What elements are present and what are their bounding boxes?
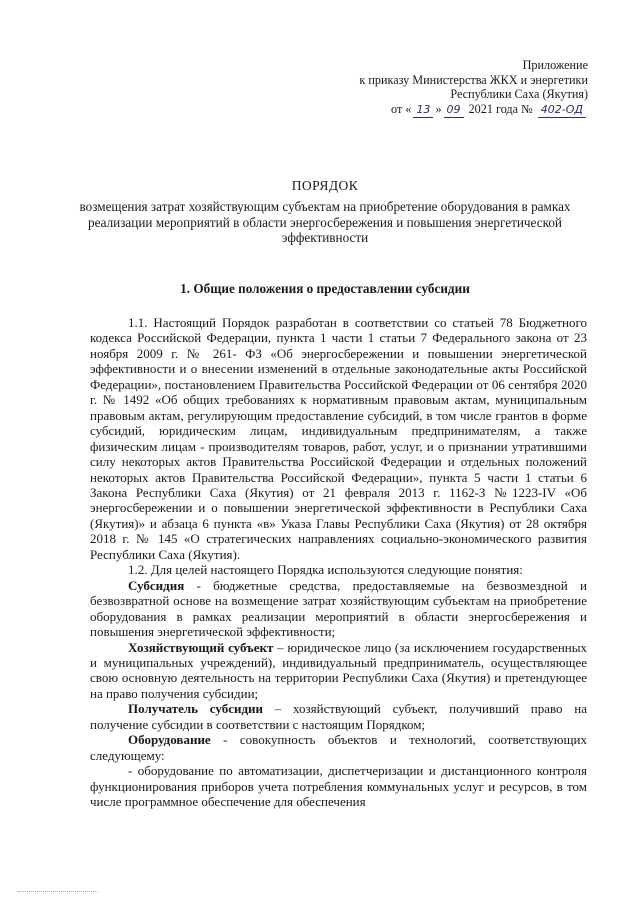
equipment-list-item: - оборудование по автоматизации, диспетчеризации и дистанционного контроля функционирования приборов учета потребления коммунальных услуг и ресурсов, в том числе программное обеспечение для обеспечения [90, 763, 587, 810]
handwritten-day: 13 [413, 103, 433, 119]
bottom-scan-mark [18, 891, 98, 892]
definition-recipient-text: – хозяйствующий субъект, получивший право на получение субсидии в соответствии с настоящим Порядком; [90, 701, 588, 732]
handwritten-order-number: 402-ОД [538, 103, 586, 119]
term-recipient: Получатель субсидии [128, 701, 264, 717]
approval-date-line [359, 102, 588, 119]
definition-recipient [90, 701, 587, 732]
definition-subsidy-text: - бюджетные средства, предоставляемые на безвозмездной и безвозвратной основе на возмещение затрат хозяйствующим субъектам на приобретение оборудования в рамках реализации мероприятий в области энергосбережения и повышения энергетической эффективности; [90, 577, 587, 640]
definition-equipment-text: - совокупность объектов и технологий, соответствующих следующему: [90, 732, 587, 763]
title-block [60, 178, 590, 246]
approval-stamp [359, 58, 588, 118]
date-separator: » [435, 101, 442, 116]
definition-subsidy [90, 578, 587, 640]
handwritten-month: 09 [444, 103, 464, 119]
definition-economic-entity-text: – юридическое лицо (за исключением государственных и муниципальных учреждений), индивидуальный предприниматель, осуществляющее свою основную деятельность на территории Республики Саха (Якутия) и претендующее на право получения субсидии; [90, 639, 588, 701]
paragraph-1-1: 1.1. Настоящий Порядок разработан в соответствии со статьей 78 Бюджетного кодекса Российской Федерации, пункта 1 части 1 статьи 7 Федерального закона от 23 ноября 2009 г. № 261- ФЗ «Об энергосбережении и повышении энергетической эффективности и о внесении изменений в отдельные законодательные акты Российской Федерации», постановлением Правительства Российской Федерации от 06 сентября 2020 г. № 1492 «Об общих требованиях к нормативным правовым актам, муниципальным правовым актам, регулирующим предоставление субсидий, в том числе грантов в форме субсидий, юридическим лицам, индивидуальным предпринимателям, а также физическим лицам - производителям товаров, работ, услуг, и о признании утратившими силу некоторых актов Правительства Российской Федерации и отдельных положений некоторых актов Правительства Российской Федерации», пункта 5 части 1 статьи 6 Закона Республики Саха (Якутия) от 21 февраля 2013 г. 1162-З №1223-IV «Об энергосбережении и о повышении энергетической эффективности в Республики Саха (Якутия)» и абзаца 6 пункта «в» Указа Главы Республики Саха (Якутия) от 28 октября 2018 г. № 145 «О стратегических направлениях социально-экономического развития Республики Саха (Якутия). [90, 315, 587, 562]
date-prefix: от « [391, 101, 412, 116]
approval-line-republic: Республики Саха (Якутия) [450, 87, 588, 102]
document-title: ПОРЯДОК [291, 178, 359, 193]
term-equipment: Оборудование [128, 732, 211, 748]
paragraph-1-2: 1.2. Для целей настоящего Порядка используются следующие понятия: [128, 562, 523, 578]
approval-line-appendix: Приложение [522, 58, 588, 72]
section-heading: 1. Общие положения о предоставлении субсидии [180, 281, 470, 296]
approval-line-order: к приказу Министерства ЖКХ и энергетики [359, 72, 588, 87]
definition-economic-entity [90, 640, 587, 702]
year-text: 2021 года № [468, 101, 533, 116]
document-subtitle: возмещения затрат хозяйствующим субъектам на приобретение оборудования в рамках реализации мероприятий в области энергосбережения и повышения энергетической эффективности [79, 199, 571, 245]
term-subsidy: Субсидия [128, 577, 185, 593]
body-text [90, 315, 587, 810]
definition-equipment [90, 732, 587, 763]
term-economic-entity: Хозяйствующий субъект [128, 639, 274, 655]
